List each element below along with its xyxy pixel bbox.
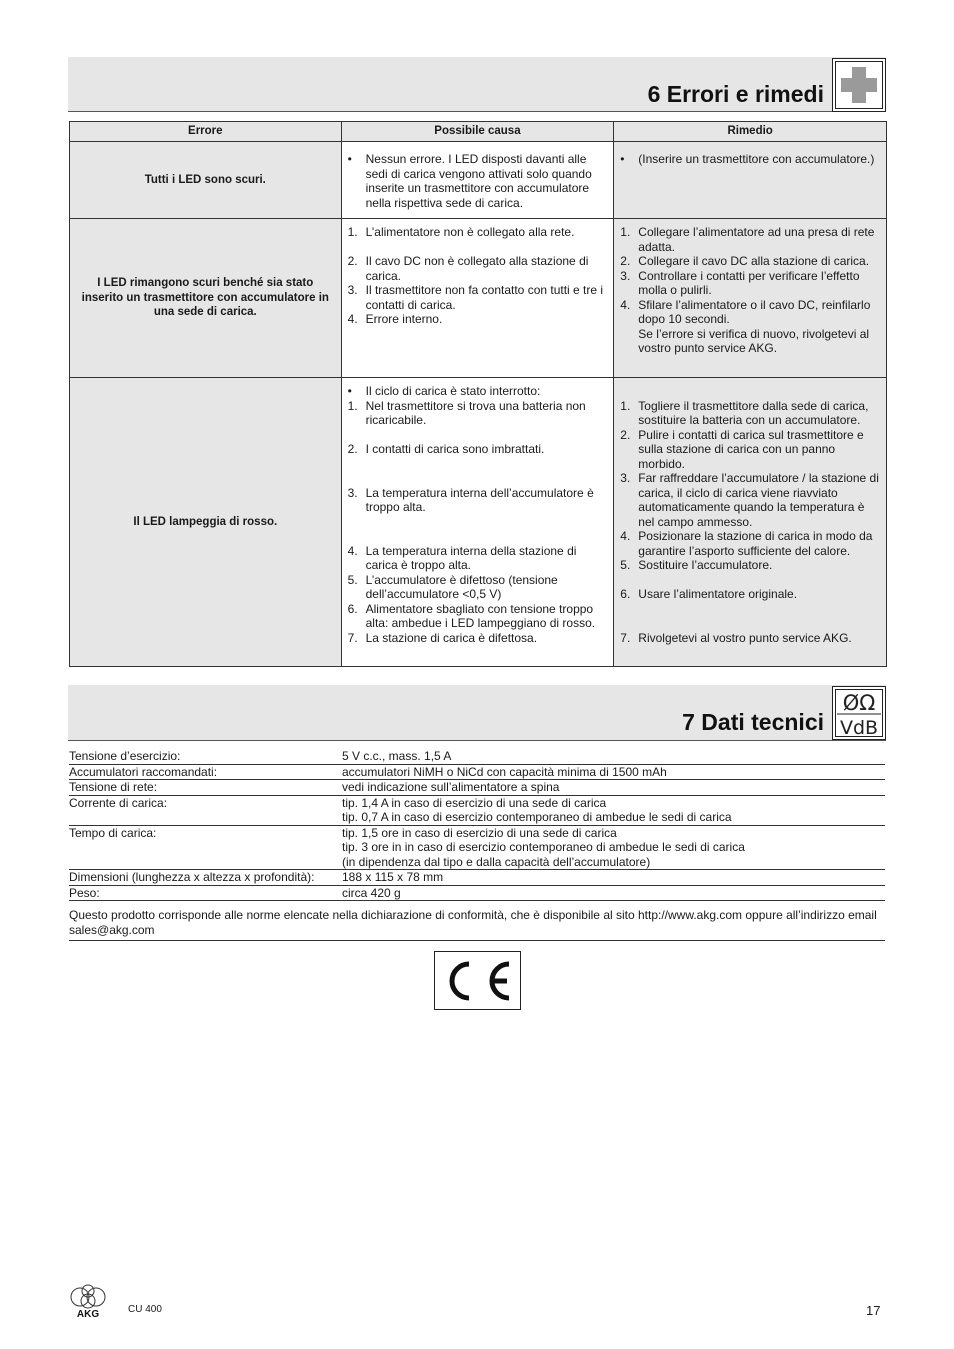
model-name: CU 400 [128, 1304, 162, 1315]
spec-label: Corrente di carica: [69, 795, 168, 810]
spec-value-line: tip. 3 ore in in caso di esercizio contemporaneo di ambedue le sedi di carica [342, 840, 745, 854]
list-item: 4. Sfilare l’alimentatore o il cavo DC, reinfilarlo dopo 10 secondi. [620, 297, 871, 326]
list-item: 4. Errore interno. [347, 312, 443, 326]
list-item: Se l’errore si verifica di nuovo, rivolgetevi al vostro punto service AKG. [638, 326, 870, 355]
table-row [70, 142, 887, 219]
list-item: 3. Controllare i contatti per verificare l’effetto molla o pulirli. [620, 268, 860, 297]
list-item: 3. Il trasmettitore non fa contatto con tutti e tre i contatti di carica. [347, 283, 604, 312]
first-aid-cross-icon [832, 58, 886, 112]
spec-label: Tensione d’esercizio: [69, 749, 181, 763]
list-item: 4. Posizionare la stazione di carica in modo da garantire l’asporto sufficiente del calore. [620, 529, 873, 558]
list-item: 7. La stazione di carica è difettosa. [347, 630, 538, 645]
error-cell: I LED rimangono scuri benché sia stato inserito un trasmettitore con accumulatore in una sede di carica. [70, 219, 342, 378]
table-row [70, 378, 887, 667]
akg-logo [68, 1284, 108, 1325]
spec-label: Peso: [69, 885, 100, 900]
spec-label: Tensione di rete: [69, 780, 158, 794]
list-item: 5. L’accumulatore è difettoso (tensione dell’accumulatore <0,5 V) [347, 572, 558, 601]
header-remedy: Rimedio [614, 122, 887, 142]
error-table [69, 121, 887, 667]
section-7-title: 7 Dati tecnici [682, 709, 824, 735]
spec-label: Accumulatori raccomandati: [69, 764, 218, 779]
spec-value-line: (in dipendenza dal tipo e dalla capacità dell’accumulatore) [342, 854, 651, 869]
spec-row [69, 826, 885, 871]
list-item: 6. Alimentatore sbagliato con tensione troppo alta: ambedue i LED lampeggiano di rosso. [347, 601, 596, 630]
list-item: 1. Togliere il trasmettitore dalla sede di carica, sostituire la batteria con un accumulatore. [620, 398, 869, 427]
list-item: 1. L’alimentatore non è collegato alla rete. [347, 225, 575, 239]
specs-table [69, 749, 885, 901]
spec-row [69, 886, 885, 902]
table-header-row [70, 122, 887, 142]
cause-cell [341, 142, 614, 219]
spec-row [69, 870, 885, 886]
list-item: 6. Usare l’alimentatore originale. [620, 587, 798, 601]
spec-label: Dimensioni (lunghezza x altezza x profondità): [69, 870, 315, 884]
remedy-cell [614, 378, 887, 667]
spec-value [342, 886, 885, 901]
list-item: 3. La temperatura interna dell’accumulatore è troppo alta. [347, 485, 594, 514]
ce-mark-icon [434, 951, 521, 1010]
list-item: 1. Collegare l’alimentatore ad una presa di rete adatta. [620, 225, 875, 254]
list-item: 2. Collegare il cavo DC alla stazione di carica. [620, 254, 870, 268]
section-6-title: 6 Errori e rimedi [647, 81, 824, 107]
spec-value-line: tip. 1,4 A in caso di esercizio di una sede di carica [342, 795, 607, 810]
spec-value [342, 780, 885, 795]
cause-cell [341, 378, 614, 667]
header-cause: Possibile causa [341, 122, 614, 142]
conformity-note: Questo prodotto corrisponde alle norme elencate nella dichiarazione di conformità, che è disponibile al sito http://www.akg.com oppure all’indirizzo email sales@akg.com [69, 908, 885, 941]
list-item: 2. Il cavo DC non è collegato alla stazione di carica. [347, 254, 589, 283]
section-6-header [68, 57, 886, 112]
list-item: • Nessun errore. I LED disposti davanti alle sedi di carica vengono attivati solo quando inserite un trasmettitore con accumulatore nella rispettiva sede di carica. [347, 152, 592, 210]
table-row [70, 219, 887, 378]
spec-value [342, 749, 885, 764]
list-item: 2. I contatti di carica sono imbrattati. [347, 442, 545, 456]
spec-value [342, 870, 885, 885]
spec-value-line: tip. 0,7 A in caso di esercizio contemporaneo di ambedue le sedi di carica [342, 810, 732, 824]
list-item: 2. Pulire i contatti di carica sul trasmettitore e sulla stazione di carica con un panno morbido. [620, 427, 864, 471]
page-number: 17 [866, 1303, 881, 1318]
spec-value-line: 5 V c.c., mass. 1,5 A [342, 749, 452, 763]
omega-vdb-icon-top: ØΩ [842, 691, 876, 715]
list-item: • (Inserire un trasmettitore con accumulatore.) [620, 152, 875, 166]
list-item: 5. Sostituire l’accumulatore. [620, 558, 773, 572]
list-item: 4. La temperatura interna della stazione di carica è troppo alta. [347, 543, 577, 572]
remedy-cell [614, 219, 887, 378]
spec-value-line: vedi indicazione sull’alimentatore a spina [342, 780, 560, 794]
list-item: • Il ciclo di carica è stato interrotto: [347, 384, 541, 398]
list-item: 7. Rivolgetevi al vostro punto service AKG. [620, 630, 852, 645]
spec-row [69, 796, 885, 826]
spec-row [69, 749, 885, 765]
list-item: 3. Far raffreddare l’accumulatore / la stazione di carica, il ciclo di carica viene riavviato automaticamente quando la temperatura è nel campo ammesso. [620, 471, 879, 529]
list-item: 1. Nel trasmettitore si trova una batteria non ricaricabile. [347, 398, 586, 427]
section-7-header [68, 685, 886, 741]
spec-value [342, 826, 885, 870]
omega-vdb-icon [832, 686, 886, 740]
omega-vdb-icon-bottom: VdB [839, 717, 879, 739]
spec-label: Tempo di carica: [69, 825, 157, 840]
spec-row [69, 780, 885, 796]
error-cell: Il LED lampeggia di rosso. [70, 378, 342, 667]
spec-value [342, 796, 885, 825]
error-cell: Tutti i LED sono scuri. [70, 142, 342, 219]
spec-value-line: 188 x 115 x 78 mm [342, 870, 444, 884]
akg-logo-text: AKG [76, 1309, 100, 1320]
spec-row [69, 765, 885, 781]
spec-value [342, 765, 885, 780]
spec-value-line: tip. 1,5 ore in caso di esercizio di una sede di carica [342, 825, 617, 840]
header-error: Errore [70, 122, 342, 142]
spec-value-line: circa 420 g [342, 885, 401, 900]
spec-value-line: accumulatori NiMH o NiCd con capacità minima di 1500 mAh [342, 764, 667, 779]
cause-cell [341, 219, 614, 378]
remedy-cell [614, 142, 887, 219]
